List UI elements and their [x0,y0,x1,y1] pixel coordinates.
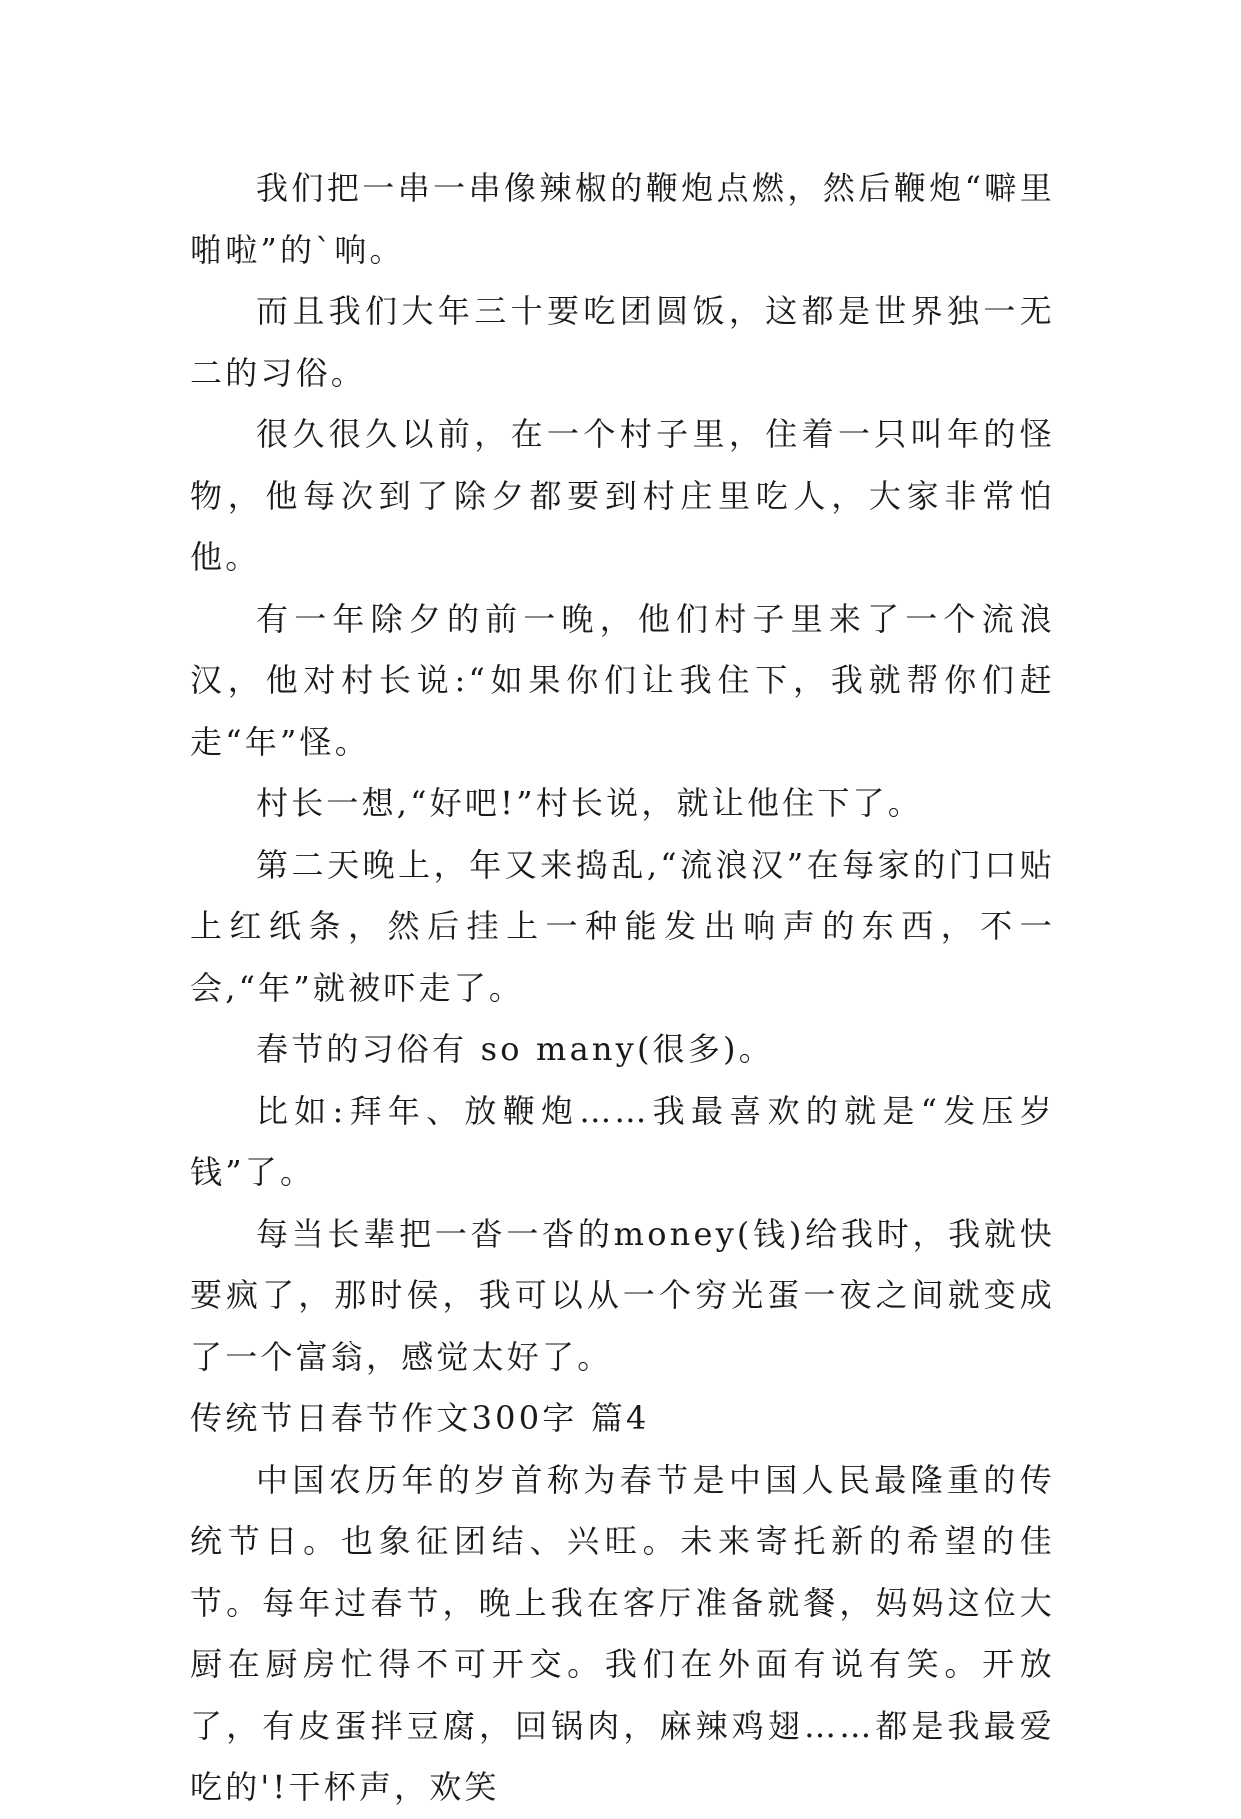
paragraph-village-chief: 村长一想,“好吧!”村长说，就让他住下了。 [256,784,923,822]
paragraph-red-envelope: 每当长辈把一沓一沓的money(钱)给我时，我就快要疯了，那时侯，我可以从一个穷光蛋一夜之间就变成了一个富翁，感觉太好了。 [190,1214,1055,1376]
paragraph-firecrackers: 我们把一串一串像辣椒的鞭炮点燃，然后鞭炮“噼里啪啦”的`响。 [190,169,1055,269]
paragraph-customs: 春节的习俗有 so many(很多)。 [256,1030,774,1068]
paragraph-nian-monster: 很久很久以前，在一个村子里，住着一只叫年的怪物，他每次到了除夕都要到村庄里吃人，大家非常怕他。 [190,415,1055,576]
section-heading: 传统节日春节作文300字 篇4 [190,1399,650,1437]
paragraph-second-night: 第二天晚上，年又来捣乱,“流浪汉”在每家的门口贴上红纸条，然后挂上一种能发出响声的东西，不一会,“年”就被吓走了。 [190,845,1055,1007]
document-body [190,158,1055,1819]
paragraph-favorite-custom: 比如:拜年、放鞭炮……我最喜欢的就是“发压岁钱”了。 [190,1091,1055,1191]
paragraph-spring-festival: 中国农历年的岁首称为春节是中国人民最隆重的传统节日。也象征团结、兴旺。未来寄托新的希望的佳节。每年过春节，晚上我在客厅准备就餐，妈妈这位大厨在厨房忙得不可开交。我们在外面有说有笑。开放了，有皮蛋拌豆腐，回锅肉，麻辣鸡翅……都是我最爱吃的'!干杯声，欢笑 [190,1460,1055,1806]
paragraph-reunion-dinner: 而且我们大年三十要吃团圆饭，这都是世界独一无二的习俗。 [190,292,1055,392]
paragraph-wanderer: 有一年除夕的前一晚，他们村子里来了一个流浪汉，他对村长说:“如果你们让我住下，我就帮你们赶走“年”怪。 [190,599,1055,761]
